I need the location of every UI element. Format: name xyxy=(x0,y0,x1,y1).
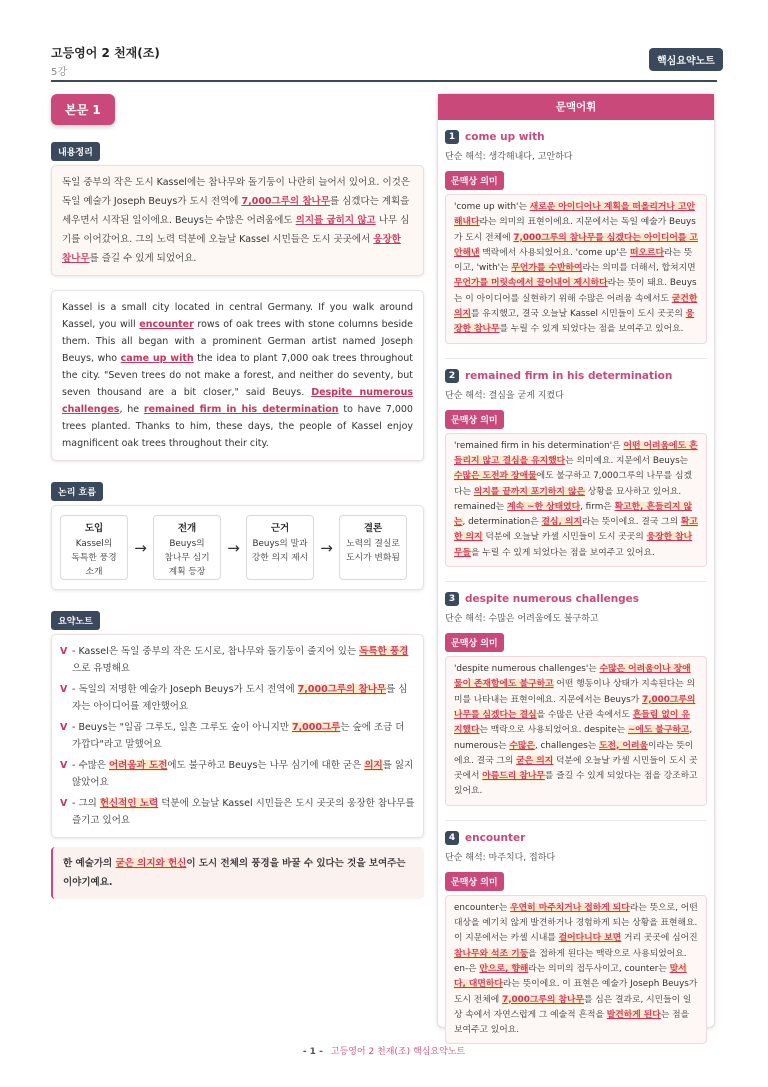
context-meaning-label: 문맥상 의미 xyxy=(445,633,504,652)
context-highlight: 발견하게 된다 xyxy=(606,1009,661,1020)
context-meaning-text: 'remained firm in his determination'은 어떤 어려움에도 흔들리지 않고 결심을 유지했다는 의미예요. 지문에서 Beuys는 수많은 도전과 장애물에도 불구하고 7,000그루의 나무를 심겠다는 의지를 끝까지 포기하지 않은 상황을 묘사하고 있어요. remained는 계속 ~한 상태였다, firm은 확고한, 흔들리지 않는, determination은 결심, 의지라는 뜻이에요. 결국 그의 확고한 의지 덕분에 오늘날 카셀 시민들이 도시 곳곳의 웅장한 참나무들을 누릴 수 있게 되었다는 점을 보여주고 있어요. xyxy=(445,433,707,567)
context-highlight: 계속 ~한 상태였다 xyxy=(507,501,581,512)
check-mark-icon: V xyxy=(60,760,68,771)
context-highlight: 어떤 어려움에도 흔들리지 않고 결심을 유지했다 xyxy=(454,440,698,466)
conclusion-callout: 한 예술가의 굳은 의지와 헌신이 도시 전체의 풍경을 바꿀 수 있다는 것을 보여주는 이야기예요. xyxy=(51,847,424,899)
note-item: V - 그의 헌신적인 노력 덕분에 오늘날 Kassel 시민들은 도시 곳곳의 웅장한 참나무를 즐기고 있어요 xyxy=(60,795,415,829)
context-meaning-label: 문맥상 의미 xyxy=(445,410,504,429)
flow-step-evidence xyxy=(246,515,314,580)
vocab-simple-meaning: 단순 해석: 결심을 굳게 지켰다 xyxy=(445,390,564,401)
logic-flow xyxy=(51,505,424,590)
note-highlight: 7,000그루 xyxy=(291,722,341,733)
vocab-word: despite numerous challenges xyxy=(465,593,640,606)
note-item: V - 독일의 저명한 예술가 Joseph Beuys가 도시 전역에 7,000그루의 참나무를 심자는 아이디어를 제안했어요 xyxy=(60,681,415,715)
flow-step-desc: 노력의 결실로 도시가 변화됨 xyxy=(346,539,400,563)
vocab-title xyxy=(445,592,707,606)
context-highlight: 떠오르다 xyxy=(629,247,664,258)
vocab-entry xyxy=(438,369,714,582)
summary-label: 내용정리 xyxy=(51,142,100,161)
flow-step-intro xyxy=(60,515,128,580)
summary-highlight: 의지를 굽히지 않고 xyxy=(295,215,376,226)
arrow-right-icon: → xyxy=(227,538,240,557)
english-passage xyxy=(51,290,424,461)
flow-step-title: 결론 xyxy=(363,523,383,534)
context-highlight: 확고한 의지 xyxy=(454,517,698,543)
vocab-number: 4 xyxy=(445,831,459,845)
flow-step-desc: Beuys의 참나무 심기 계획 등장 xyxy=(164,539,210,577)
passage-text: Kassel is a small city located in central Germany. If you walk around Kassel, you will xyxy=(62,302,413,330)
vocab-divider xyxy=(445,820,707,821)
context-highlight: 흔들림 없이 유지했다 xyxy=(454,709,690,736)
flow-step-title: 근거 xyxy=(270,523,290,534)
context-meaning-label: 문맥상 의미 xyxy=(445,872,504,891)
context-highlight: 수많은 도전과 장애물 xyxy=(454,471,537,482)
note-highlight: 의지 xyxy=(364,760,383,771)
vocab-number: 1 xyxy=(445,130,459,144)
context-highlight: 맞서다, 대면하다 xyxy=(454,963,687,990)
context-highlight: 수많은 어려움이나 장애물이 존재함에도 불구하고 xyxy=(454,664,691,690)
note-highlight: 어려움과 도전 xyxy=(109,760,168,771)
notebook-badge: 핵심요약노트 xyxy=(649,48,723,71)
summary-text: 를 심겠다는 계획을 세우면서 시작된 일이에요. Beuys는 수많은 어려움에도 xyxy=(62,196,410,226)
vocab-divider xyxy=(445,358,707,359)
vocab-title xyxy=(445,831,707,845)
vocab-number: 2 xyxy=(445,369,459,383)
note-highlight: 7,000그루의 참나무 xyxy=(297,684,387,695)
flow-label: 논리 흐름 xyxy=(51,482,103,501)
context-highlight: 우연히 마주치거나 접하게 되다 xyxy=(510,902,630,913)
context-highlight: 굳은 의지 xyxy=(516,755,554,766)
conclusion-highlight: 굳은 의지와 헌신 xyxy=(115,858,187,869)
context-highlight: 안으로, 향해 xyxy=(479,963,529,974)
context-meaning-label: 문맥상 의미 xyxy=(445,171,504,190)
vocab-title xyxy=(445,369,707,383)
context-meaning-text: encounter는 우연히 마주치거나 접하게 되다라는 뜻으로, 어떤 대상을 예기치 않게 발견하거나 경험하게 되는 상황을 표현해요. 이 지문에서는 카셀 시내를 걸어다니다 보면 거리 곳곳에 심어진 참나무와 석조 기둥을 접하게 된다는 맥락으로 사용되었어요. en-은 안으로, 향해라는 의미의 접두사이고, counter는 맞서다, 대면하다라는 뜻이에요. 이 표현은 예술가 Joseph Beuys가 도시 전체에 7,000그루의 참나무를 심은 결과로, 시민들이 일상 속에서 자연스럽게 그 예술적 흔적을 발견하게 된다는 점을 보여주고 있어요. xyxy=(445,895,707,1045)
note-item: V - 수많은 어려움과 도전에도 불구하고 Beuys는 나무 심기에 대한 굳은 의지를 잃지 않았어요 xyxy=(60,757,415,791)
summary-notes xyxy=(51,634,424,838)
context-highlight: 무언가를 수반하여 xyxy=(511,263,583,274)
passage-text: rows of oak trees with stone columns beside them. This all began with a prominent German artist named Joseph Beuys, who xyxy=(62,319,413,364)
context-highlight: 도전, 어려움 xyxy=(599,740,648,751)
vocab-word: encounter xyxy=(465,831,526,844)
arrow-right-icon: → xyxy=(134,538,147,557)
context-highlight: 굳건한 의지 xyxy=(454,293,698,320)
passage-text: the idea to plant 7,000 oak trees throughout the city. "Seven trees do not make a forest, and neither do seventy, but seven thousand are a bit closer," said Beuys. xyxy=(62,353,413,398)
flow-step-title: 전개 xyxy=(177,523,197,534)
korean-summary xyxy=(51,165,424,276)
context-highlight: 7,000그루의 참나무를 심겠다는 아이디어를 고안해낸 xyxy=(454,232,698,258)
passage-text: , he xyxy=(119,404,144,415)
note-item: V - Beuys는 "일곱 그루도, 일흔 그루도 숲이 아니지만 7,000그루는 숲에 조금 더 가깝다"라고 말했어요 xyxy=(60,719,415,753)
vocab-simple-meaning: 단순 해석: 마주치다, 접하다 xyxy=(445,852,556,863)
context-highlight: 무언가를 머릿속에서 끌어내어 제시하다 xyxy=(454,278,608,289)
check-mark-icon: V xyxy=(60,798,68,809)
vocab-title xyxy=(445,130,707,144)
passage-keyword: encounter xyxy=(139,319,194,330)
context-highlight: 7,000그루의 나무를 심겠다는 결심 xyxy=(454,694,696,720)
context-highlight: 웅장한 참나무들 xyxy=(454,532,693,558)
context-highlight: 아름드리 참나무 xyxy=(482,771,545,782)
context-highlight: 새로운 아이디어나 계획을 떠올리거나 고안해내다 xyxy=(454,202,695,228)
vocab-number: 3 xyxy=(445,592,459,606)
summary-highlight: 7,000그루의 참나무 xyxy=(241,196,330,207)
note-item: V - Kassel은 독일 중부의 작은 도시로, 참나무와 돌기둥이 줄지어 있는 독특한 풍경으로 유명해요 xyxy=(60,643,415,677)
context-highlight: 7,000그루의 참나무 xyxy=(502,994,584,1005)
notes-label: 요약노트 xyxy=(51,611,100,630)
left-column xyxy=(51,94,424,899)
context-meaning-text: 'despite numerous challenges'는 수많은 어려움이나 장애물이 존재함에도 불구하고 어떤 행동이나 상태가 지속된다는 의미를 나타내는 표현이에요. 지문에서는 Beuys가 7,000그루의 나무를 심겠다는 결심을 수많은 난관 속에서도 흔들림 없이 유지했다는 맥락으로 사용되었어요. despite는 ~에도 불구하고, numerous는 수많은, challenges는 도전, 어려움이라는 뜻이에요. 결국 그의 굳은 의지 덕분에 오늘날 카셀 시민들이 도시 곳곳에서 아름드리 참나무를 즐길 수 있게 되었다는 점을 강조하고 있어요. xyxy=(445,656,707,806)
footer-text: 고등영어 2 천재(조) 핵심요약노트 xyxy=(330,1047,466,1057)
vocab-word: remained firm in his determination xyxy=(465,369,673,382)
context-highlight: 의지를 끝까지 포기하지 않은 xyxy=(473,486,585,497)
check-mark-icon: V xyxy=(60,722,68,733)
vocab-entry xyxy=(438,831,714,1045)
summary-text: 독일 중부의 작은 도시 Kassel에는 참나무와 돌기둥이 나란히 늘어서 있어요. 이것은 독일 예술가 Joseph Beuys가 도시 전역에 xyxy=(62,177,410,207)
vocab-simple-meaning: 단순 해석: 생각해내다, 고안하다 xyxy=(445,152,573,162)
header-divider xyxy=(51,80,717,82)
page-number: - 1 - xyxy=(302,1047,323,1057)
context-highlight: ~에도 불구하고 xyxy=(627,725,690,736)
page-footer xyxy=(0,1044,768,1057)
context-highlight: 결심, 의지 xyxy=(541,517,582,528)
flow-step-desc: Kassel의 독특한 풍경 소개 xyxy=(71,539,117,577)
flow-step-development xyxy=(153,515,221,580)
vocab-entry xyxy=(438,130,714,359)
context-vocab-panel xyxy=(437,93,715,1036)
context-meaning-text: 'come up with'는 새로운 아이디어나 계획을 떠올리거나 고안해내다라는 의미의 표현이에요. 지문에서는 독일 예술가 Beuys가 도시 전체에 7,000그루의 참나무를 심겠다는 아이디어를 고안해낸 맥락에서 사용되었어요. 'come up'은 떠오르다라는 뜻이고, 'with'는 무언가를 수반하여라는 의미를 더해서, 합쳐지면 무언가를 머릿속에서 끌어내어 제시하다라는 뜻이 돼요. Beuys는 이 아이디어를 실현하기 위해 수많은 어려움 속에서도 굳건한 의지를 유지했고, 결국 오늘날 Kassel 시민들이 도시 곳곳의 웅장한 참나무를 누릴 수 있게 되었다는 점을 보여주고 있어요. xyxy=(445,194,707,344)
flow-step-conclusion xyxy=(339,515,407,580)
flow-step-title: 도입 xyxy=(84,523,104,534)
arrow-right-icon: → xyxy=(320,538,333,557)
context-highlight: 수많은 xyxy=(509,740,535,751)
context-highlight: 걸어다니다 보면 xyxy=(558,933,622,944)
passage-keyword: Despite numerous challenges xyxy=(62,387,413,415)
note-highlight: 헌신적인 노력 xyxy=(99,798,159,809)
summary-highlight: 웅장한 참나무 xyxy=(62,234,401,264)
context-highlight: 웅장한 참나무 xyxy=(454,309,695,335)
summary-text: 를 즐길 수 있게 되었어요. xyxy=(89,253,197,264)
vocab-divider xyxy=(445,581,707,582)
vocab-simple-meaning: 단순 해석: 수많은 어려움에도 불구하고 xyxy=(445,614,599,625)
lesson-number: 5강 xyxy=(51,67,68,78)
note-highlight: 독특한 풍경 xyxy=(359,646,409,657)
passage-number-badge: 본문 1 xyxy=(51,94,115,125)
vocab-panel-header: 문맥어휘 xyxy=(438,94,714,120)
flow-step-desc: Beuys의 말과 강한 의지 제시 xyxy=(251,539,309,563)
context-highlight: 확고한, 흔들리지 않는 xyxy=(454,501,693,528)
check-mark-icon: V xyxy=(60,684,68,695)
context-highlight: 참나무와 석조 기둥 xyxy=(454,948,529,959)
summary-text: 나무 심기를 이어갔어요. 그의 노력 덕분에 오늘날 Kassel 시민들은 도시 곳곳에서 xyxy=(62,215,410,245)
check-mark-icon: V xyxy=(60,646,68,657)
document-title: 고등영어 2 천재(조) xyxy=(51,46,160,60)
passage-keyword: came up with xyxy=(120,353,194,364)
vocab-word: come up with xyxy=(465,131,545,143)
vocab-entry xyxy=(438,592,714,821)
passage-text: to have 7,000 trees planted. Thanks to him, these days, the people of Kassel enjoy magnificent oak trees throughout their city. xyxy=(62,404,413,449)
passage-keyword: remained firm in his determination xyxy=(143,404,339,415)
